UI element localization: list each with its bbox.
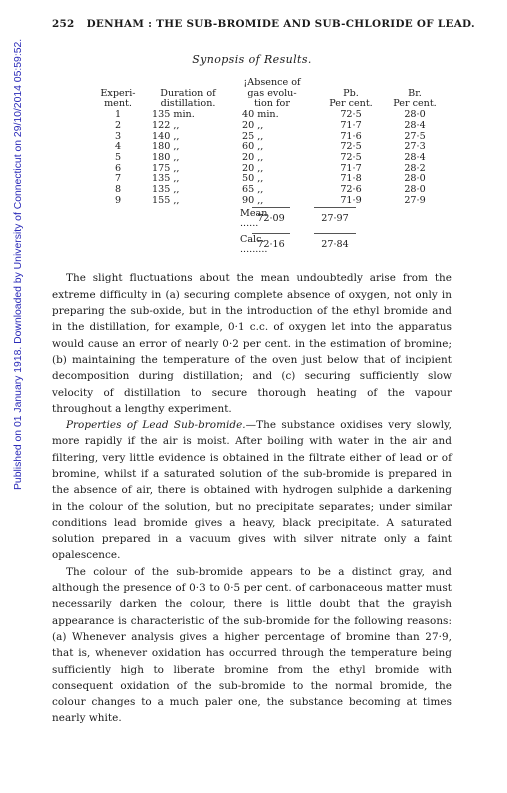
cell-experiment: 4 — [114, 141, 122, 153]
paragraph-fluctuations: The slight fluctuations about the mean undoubtedly arise from the extreme difficulty in (a) securing complete absence of oxygen, not only in preparing the sub-oxide, but in the introduction of the ethyl bromide and in the distillation, for example, 0·1 c.c. of oxygen let into the apparatus would cause an error of nearly 0·2 per cent. in the estimation of bromine; (b) maintaining the temperature of the oven just below that of incipient decomposition during distillation; and (c) securing sufficiently slow velocity of distillation to secure thorough heating of the vapour throughout a lengthy experiment. — [52, 272, 452, 415]
cell-duration: 135 ,, — [152, 173, 180, 185]
cell-experiment: 7 — [114, 173, 122, 185]
cell-gas-absence: 65 ,, — [242, 184, 264, 196]
running-title: DENHAM : THE SUB-BROMIDE AND SUB-CHLORIDE OF LEAD. — [86, 18, 475, 30]
table-body — [90, 110, 448, 206]
publication-notice: Published on 01 January 1918. Downloaded by University of Connecticut on 29/10/2014 05:59:52. — [13, 38, 24, 490]
table-row — [90, 164, 448, 175]
cell-pb: 71·7 — [340, 162, 362, 174]
cell-gas-absence: 50 ,, — [242, 173, 264, 185]
page-header — [52, 18, 475, 30]
table-row — [90, 132, 448, 143]
cell-duration: 122 ,, — [152, 119, 180, 131]
cell-pb: 72·5 — [340, 141, 362, 153]
cell-gas-absence: 20 ,, — [242, 162, 264, 174]
cell-pb: 71·6 — [340, 130, 362, 142]
journal-page — [52, 18, 475, 727]
paragraph-properties-text: —The substance oxidises very slowly, more rapidly if the air is moist. After boiling with water in the air and filtering, very little evidence is obtained in the filtrate either of lead or of bromine, whilst if a saturated solution of the sub-bromide is prepared in the absence of air, there is obtained with hydrogen sulphide a darkening in the colour of the solution, but no precipitate separates; under similar conditions lead bromide gives a heavy, black precipitate. A saturated solution prepared in a vacuum gives with silver nitrate only a faint opalescence. — [52, 419, 453, 562]
table-header-row — [90, 78, 448, 110]
cell-br: 27·9 — [404, 194, 426, 206]
cell-br: 28·0 — [404, 109, 426, 121]
summary-rows — [90, 206, 452, 258]
cell-pb: 71·7 — [340, 119, 362, 131]
table-row — [90, 110, 448, 121]
cell-pb: 71·8 — [340, 173, 362, 185]
cell-pb: 71·9 — [340, 194, 362, 206]
mean-label: Mean ...... — [240, 207, 268, 230]
cell-experiment: 9 — [114, 194, 122, 206]
cell-br: 28·4 — [404, 119, 426, 131]
table-row — [90, 185, 448, 196]
cell-duration: 180 ,, — [152, 151, 180, 163]
header-pb: Pb. Per cent. — [329, 87, 373, 110]
calc-br: 27·84 — [302, 240, 368, 251]
cell-br: 28·2 — [404, 162, 426, 174]
results-table — [90, 78, 448, 206]
cell-experiment: 3 — [114, 130, 122, 142]
cell-experiment: 6 — [114, 162, 122, 174]
table-row — [90, 121, 448, 132]
synopsis-title: Synopsis of Results. — [192, 53, 312, 66]
table-row — [90, 153, 448, 164]
table-row — [90, 196, 448, 207]
cell-br: 28·0 — [404, 184, 426, 196]
mean-pb: 72·09 — [240, 214, 302, 225]
cell-duration: 135 min. — [152, 109, 195, 121]
table-row — [90, 142, 448, 153]
cell-experiment: 8 — [114, 184, 122, 196]
calc-pb: 72·16 — [240, 240, 302, 251]
header-experiment: Experi- ment. — [100, 87, 136, 110]
cell-br: 28·4 — [404, 151, 426, 163]
paragraph-properties — [52, 417, 452, 564]
calc-label: Calc. ......... — [240, 233, 268, 256]
header-duration: Duration of distillation. — [160, 87, 216, 110]
cell-gas-absence: 60 ,, — [242, 141, 264, 153]
cell-gas-absence: 20 ,, — [242, 119, 264, 131]
cell-gas-absence: 25 ,, — [242, 130, 264, 142]
mean-br: 27·97 — [302, 214, 368, 225]
cell-duration: 140 ,, — [152, 130, 180, 142]
cell-br: 28·0 — [404, 173, 426, 185]
cell-duration: 135 ,, — [152, 184, 180, 196]
header-gas-evolution: ¡Absence of gas evolu- tion for — [243, 77, 301, 110]
table-row — [90, 174, 448, 185]
cell-gas-absence: 40 min. — [242, 109, 279, 121]
cell-duration: 175 ,, — [152, 162, 180, 174]
body-text — [52, 270, 452, 726]
cell-pb: 72·6 — [340, 184, 362, 196]
paragraph-colour: The colour of the sub-bromide appears to be a distinct gray, and although the presence of 0·3 to 0·5 per cent. of carbonaceous matter must necessarily darken the colour, there is little doubt that the grayish appearance is characteristic of the sub-bromide for the following reasons: (a) Whenever analysis gives a higher percentage of bromine than 27·9, that is, whenever oxidation has occurred through the temperature being sufficiently high to liberate bromine from the ethyl bromide with consequent oxidation of the sub-bromide to the normal bromide, the colour changes to a much paler one, the substance becoming at times nearly white. — [52, 565, 452, 725]
cell-experiment: 1 — [114, 109, 122, 121]
download-watermark — [0, 0, 22, 793]
cell-br: 27·3 — [404, 141, 426, 153]
calc-row — [90, 232, 452, 258]
cell-duration: 180 ,, — [152, 141, 180, 153]
cell-pb: 72·5 — [340, 151, 362, 163]
cell-gas-absence: 20 ,, — [242, 151, 264, 163]
cell-experiment: 5 — [114, 151, 122, 163]
page-number: 252 — [52, 18, 75, 30]
header-br: Br. Per cent. — [393, 87, 437, 110]
cell-pb: 72·5 — [340, 109, 362, 121]
cell-duration: 155 ,, — [152, 194, 180, 206]
cell-br: 27·5 — [404, 130, 426, 142]
cell-experiment: 2 — [114, 119, 122, 131]
section-heading: Properties of Lead Sub-bromide. — [66, 419, 246, 432]
mean-row — [90, 206, 452, 232]
cell-gas-absence: 90 ,, — [242, 194, 264, 206]
